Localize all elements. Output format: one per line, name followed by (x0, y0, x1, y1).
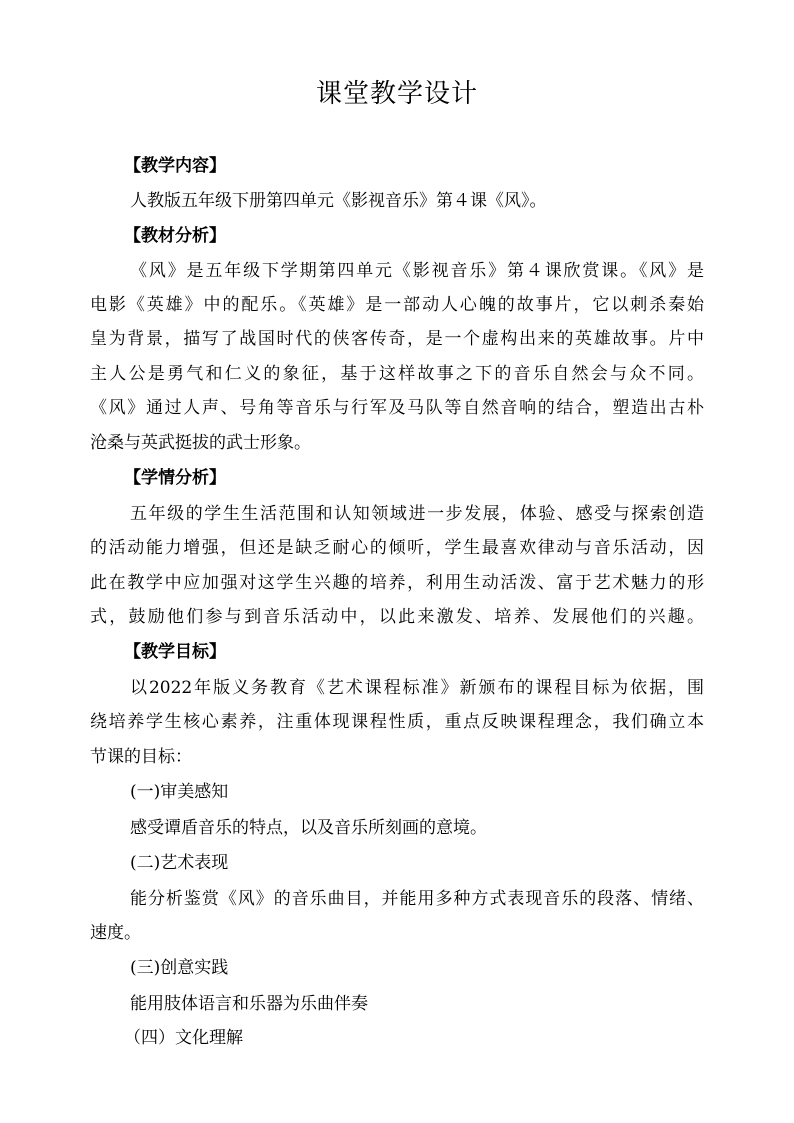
paragraph-line: 以2022年版义务教育《艺术课程标准》新颁布的课程目标为依据，围 (130, 678, 704, 698)
goal-label-creative-practice: (三)创意实践 (130, 958, 229, 978)
paragraph-line: 五年级的学生生活范围和认知领域进一步发展，体验、感受与探索创造 (130, 504, 704, 524)
goal-text: 速度。 (90, 923, 141, 943)
goal-text: 能用肢体语言和乐器为乐曲伴奏 (130, 994, 368, 1014)
paragraph-line: 绕培养学生核心素养，注重体现课程性质，重点反映课程理念，我们确立本 (90, 712, 704, 732)
paragraph-line: 沧桑与英武挺拔的武士形象。 (90, 433, 311, 453)
paragraph-line: 节课的目标： (90, 747, 192, 767)
section-heading-teaching-content: 【教学内容】 (124, 156, 226, 176)
goal-label-cultural-understanding: （四）文化理解 (124, 1028, 243, 1048)
paragraph-line: 电影《英雄》中的配乐。《英雄》是一部动人心魄的故事片，它以刺杀秦始 (90, 295, 704, 315)
paragraph-line: 皇为背景，描写了战国时代的侠客传奇，是一个虚构出来的英雄故事。片中 (90, 329, 704, 349)
section-heading-teaching-goals: 【教学目标】 (124, 642, 226, 662)
paragraph-line: 此在教学中应加强对这学生兴趣的培养，利用生动活泼、富于艺术魅力的形 (90, 573, 704, 593)
paragraph-line: 《风》通过人声、号角等音乐与行军及马队等自然音响的结合，塑造出古朴 (90, 398, 704, 418)
teaching-content-text: 人教版五年级下册第四单元《影视音乐》第４课《风》。 (130, 191, 547, 211)
document-title: 课堂教学设计 (315, 79, 478, 109)
section-heading-material-analysis: 【教材分析】 (124, 226, 226, 246)
goal-text: 能分析鉴赏《风》的音乐曲目，并能用多种方式表现音乐的段落、情绪、 (130, 889, 704, 909)
paragraph-line: 主人公是勇气和仁义的象征，基于这样故事之下的音乐自然会与众不同。 (90, 364, 704, 384)
goal-label-aesthetic-perception: (一)审美感知 (130, 782, 229, 802)
paragraph-line: 《风》是五年级下学期第四单元《影视音乐》第４课欣赏课。《风》是 (130, 261, 704, 281)
paragraph-line: 式，鼓励他们参与到音乐活动中，以此来激发、培养、发展他们的兴趣。 (90, 607, 704, 627)
paragraph-line: 的活动能力增强，但还是缺乏耐心的倾听，学生最喜欢律动与音乐活动，因 (90, 538, 704, 558)
goal-label-artistic-expression: (二)艺术表现 (130, 853, 229, 873)
goal-text: 感受谭盾音乐的特点，以及音乐所刻画的意境。 (130, 818, 487, 838)
section-heading-student-analysis: 【学情分析】 (124, 468, 226, 488)
